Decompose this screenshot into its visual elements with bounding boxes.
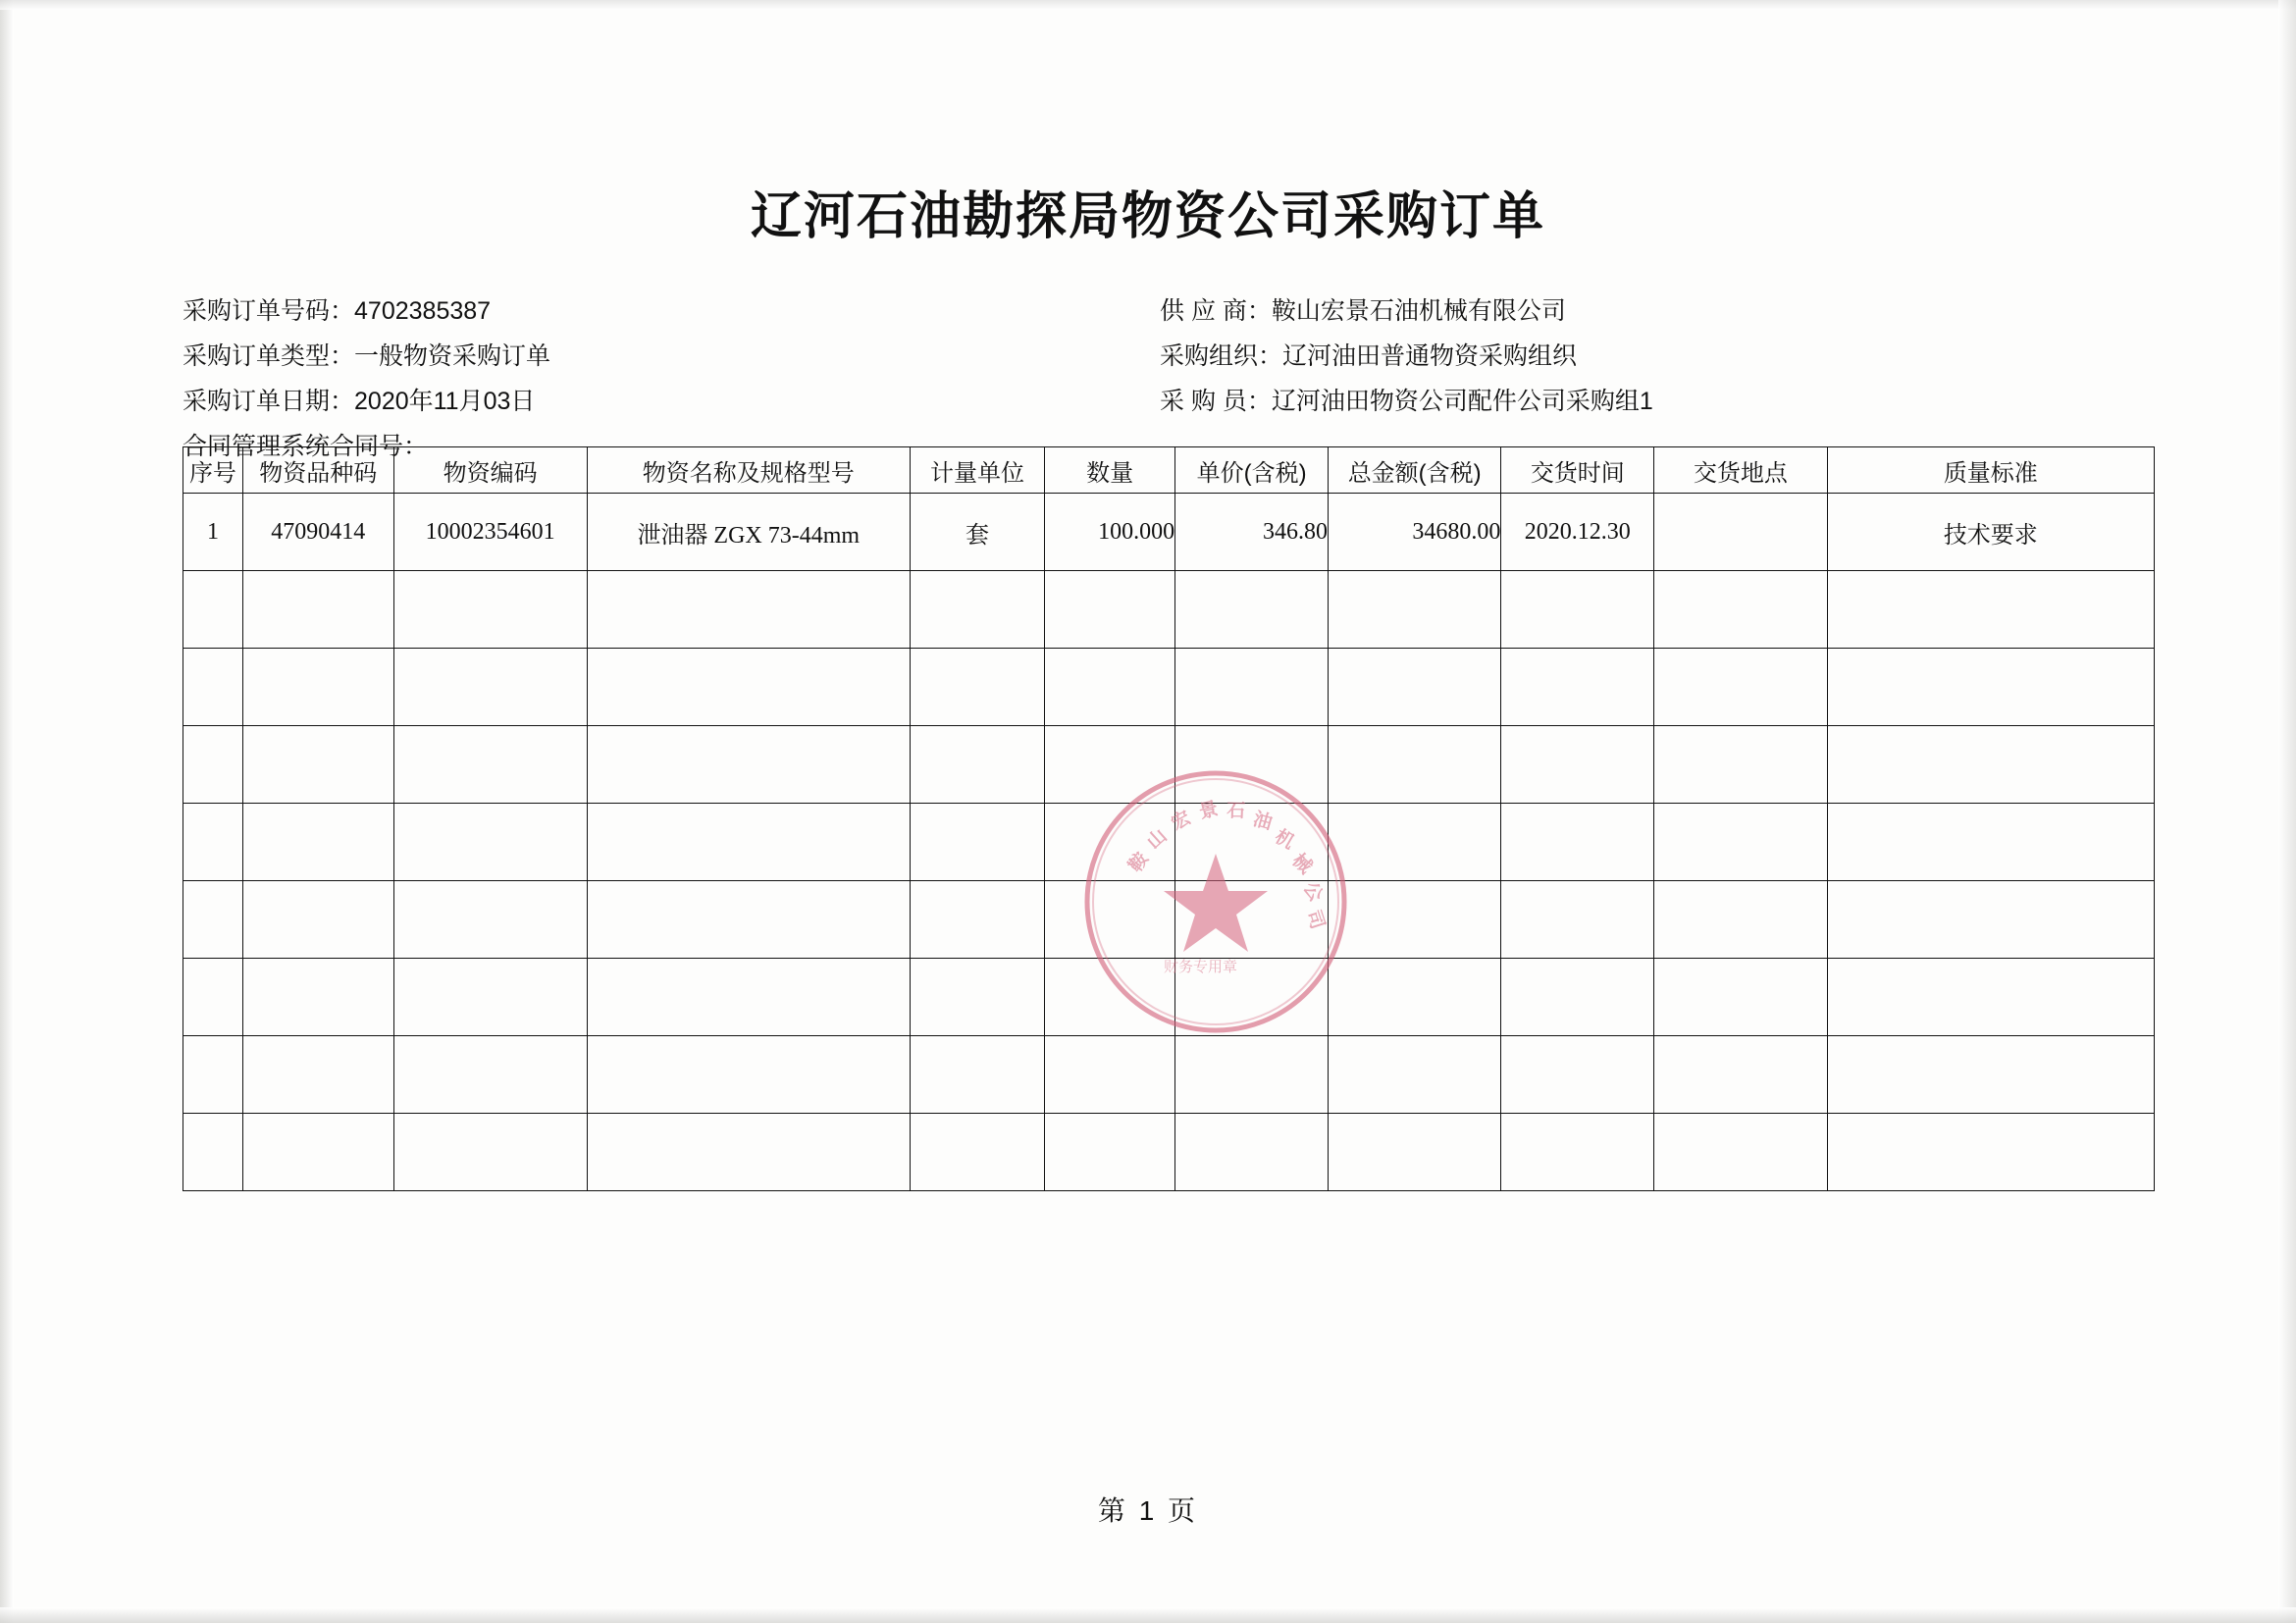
meta-row-supplier [1160,288,1653,334]
meta-row-buyer [1160,379,1653,424]
meta-label-order-date: 采购订单日期： [183,388,355,415]
cell-empty [1045,804,1175,881]
svg-text:机: 机 [1271,826,1298,854]
cell-delivery-date: 2020.12.30 [1501,494,1654,571]
cell-empty [910,649,1044,726]
svg-text:山: 山 [1143,825,1172,854]
col-header-quantity: 数量 [1045,447,1175,494]
cell-empty [1654,881,1827,959]
table-row [183,494,2155,571]
cell-empty [1501,726,1654,804]
cell-empty [587,649,910,726]
cell-empty [587,571,910,649]
cell-empty [1827,1036,2154,1114]
table-row-empty [183,571,2155,649]
cell-empty [1827,804,2154,881]
cell-material-code: 10002354601 [393,494,587,571]
cell-empty [393,1036,587,1114]
cell-empty [1501,804,1654,881]
scan-edge-bottom [0,1607,2296,1623]
cell-empty [1501,571,1654,649]
col-header-material-code: 物资编码 [393,447,587,494]
page-footer: 第 1 页 [1097,1495,1199,1526]
cell-empty [183,804,243,881]
cell-empty [1328,649,1500,726]
cell-amount: 34680.00 [1328,494,1500,571]
cell-unit: 套 [910,494,1044,571]
cell-empty [183,649,243,726]
cell-name-spec: 泄油器 ZGX 73-44mm [587,494,910,571]
cell-empty [1501,1114,1654,1191]
cell-empty [910,881,1044,959]
cell-empty [1328,959,1500,1036]
meta-row-purchasing-org [1160,334,1653,379]
table-row-empty [183,649,2155,726]
col-header-quality-standard: 质量标准 [1827,447,2154,494]
cell-empty [1328,804,1500,881]
table-row-empty [183,959,2155,1036]
meta-value-order-date: 2020年11月03日 [354,388,536,415]
col-header-category-code: 物资品种码 [242,447,393,494]
meta-row-order-number [183,288,550,334]
cell-empty [1045,881,1175,959]
cell-empty [1827,726,2154,804]
meta-value-buyer: 辽河油田物资公司配件公司采购组1 [1271,388,1653,415]
svg-text:油: 油 [1250,809,1275,835]
table-header-row [183,447,2155,494]
cell-index: 1 [183,494,243,571]
cell-empty [393,959,587,1036]
cell-empty [242,804,393,881]
meta-label-buyer: 采 购 员： [1160,388,1272,415]
col-header-name-spec: 物资名称及规格型号 [587,447,910,494]
svg-text:石: 石 [1226,801,1246,822]
cell-empty [910,959,1044,1036]
cell-empty [242,959,393,1036]
cell-empty [1045,649,1175,726]
cell-empty [1328,881,1500,959]
cell-quantity: 100.000 [1045,494,1175,571]
cell-empty [1501,881,1654,959]
cell-empty [1827,881,2154,959]
cell-empty [587,1036,910,1114]
table-row-empty [183,726,2155,804]
cell-empty [393,726,587,804]
cell-empty [183,881,243,959]
cell-empty [393,649,587,726]
cell-empty [1045,726,1175,804]
cell-quality-standard: 技术要求 [1827,494,2154,571]
svg-text:财务专用章: 财务专用章 [1164,959,1238,975]
cell-empty [1827,959,2154,1036]
cell-empty [587,804,910,881]
cell-empty [1501,1036,1654,1114]
cell-empty [1654,649,1827,726]
cell-empty [393,804,587,881]
cell-empty [1654,571,1827,649]
cell-empty [242,726,393,804]
table-row-empty [183,881,2155,959]
meta-value-order-type: 一般物资采购订单 [354,342,551,370]
meta-row-order-type [183,334,550,379]
cell-empty [910,571,1044,649]
cell-empty [1328,571,1500,649]
cell-empty [183,1114,243,1191]
svg-text:司: 司 [1302,908,1329,932]
cell-empty [587,1114,910,1191]
col-header-unit: 计量单位 [910,447,1044,494]
cell-empty [242,1036,393,1114]
svg-text:宏: 宏 [1168,807,1195,835]
col-header-amount: 总金额(含税) [1328,447,1500,494]
col-header-delivery-date: 交货时间 [1501,447,1654,494]
cell-empty [1654,959,1827,1036]
cell-empty [1175,804,1329,881]
cell-empty [910,1036,1044,1114]
svg-text:鞍: 鞍 [1124,849,1154,876]
cell-empty [1827,1114,2154,1191]
cell-empty [183,959,243,1036]
meta-label-order-number: 采购订单号码： [183,297,355,325]
cell-empty [910,804,1044,881]
meta-label-order-type: 采购订单类型： [183,342,355,370]
cell-empty [1654,1036,1827,1114]
cell-empty [183,571,243,649]
cell-empty [1654,726,1827,804]
cell-empty [587,881,910,959]
meta-block-right [1160,288,1653,424]
meta-label-contract-number: 合同管理系统合同号： [183,433,429,460]
meta-value-supplier: 鞍山宏景石油机械有限公司 [1271,297,1566,325]
scan-edge-top [0,0,2296,10]
cell-empty [587,726,910,804]
cell-empty [1328,1114,1500,1191]
table-row-empty [183,804,2155,881]
cell-empty [587,959,910,1036]
col-header-unit-price: 单价(含税) [1175,447,1329,494]
table-row-empty [183,1036,2155,1114]
cell-empty [1045,571,1175,649]
cell-empty [1328,726,1500,804]
cell-empty [1654,804,1827,881]
cell-empty [242,881,393,959]
cell-delivery-place [1654,494,1827,571]
cell-empty [393,1114,587,1191]
cell-empty [1175,649,1329,726]
cell-empty [910,1114,1044,1191]
page-title: 辽河石油勘探局物资公司采购订单 [750,188,1545,245]
cell-unit-price: 346.80 [1175,494,1329,571]
cell-empty [242,649,393,726]
cell-empty [393,571,587,649]
col-header-index: 序号 [183,447,243,494]
table-header [183,447,2155,494]
cell-empty [1175,881,1329,959]
table-body [183,494,2155,1191]
cell-empty [183,726,243,804]
cell-empty [1175,571,1329,649]
table-row-empty [183,1114,2155,1191]
cell-empty [393,881,587,959]
cell-empty [1045,1114,1175,1191]
svg-text:械: 械 [1287,850,1316,878]
cell-empty [1501,959,1654,1036]
meta-value-order-number: 4702385387 [354,297,492,325]
cell-empty [183,1036,243,1114]
meta-value-purchasing-org: 辽河油田普通物资采购组织 [1282,342,1578,370]
cell-empty [1654,1114,1827,1191]
meta-label-supplier: 供 应 商： [1160,297,1272,325]
order-items-table [183,446,2155,1191]
cell-empty [1328,1036,1500,1114]
cell-empty [1045,1036,1175,1114]
cell-category-code: 47090414 [242,494,393,571]
svg-text:景: 景 [1197,798,1221,823]
cell-empty [1501,649,1654,726]
cell-empty [1045,959,1175,1036]
meta-block-left [183,288,550,469]
meta-row-order-date [183,379,550,424]
meta-label-purchasing-org: 采购组织： [1160,342,1283,370]
svg-text:公: 公 [1298,878,1327,906]
cell-empty [1827,571,2154,649]
cell-empty [1175,1036,1329,1114]
cell-empty [242,571,393,649]
col-header-delivery-place: 交货地点 [1654,447,1827,494]
cell-empty [1175,726,1329,804]
cell-empty [1175,959,1329,1036]
cell-empty [242,1114,393,1191]
cell-empty [1827,649,2154,726]
cell-empty [910,726,1044,804]
cell-empty [1175,1114,1329,1191]
